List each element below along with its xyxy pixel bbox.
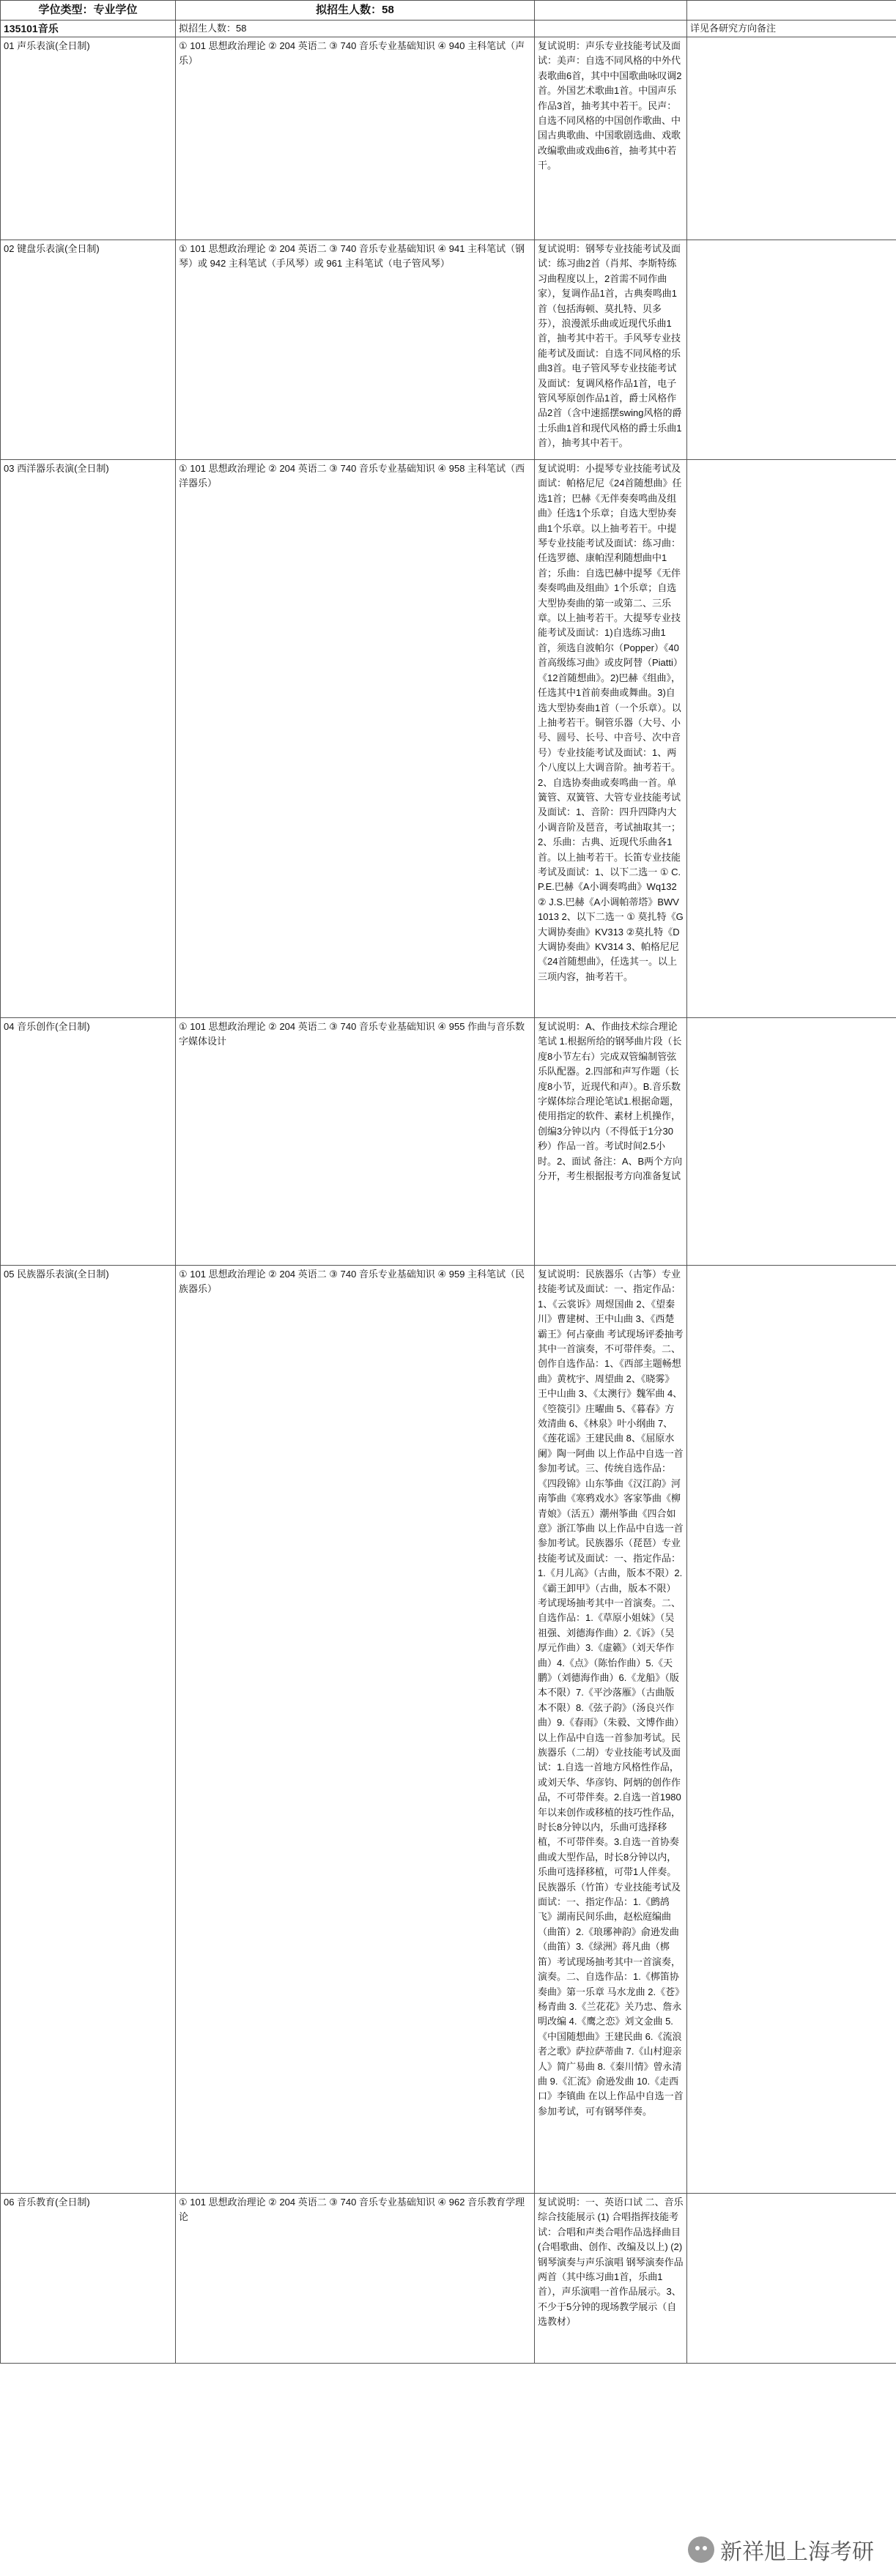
direction-row (1, 1266, 896, 2194)
row-note (687, 1018, 896, 1266)
retest-notes: 复试说明：声乐专业技能考试及面试：美声：自选不同风格的中外代表歌曲6首，其中中国歌曲咏叹调2首。外国艺术歌曲1首。中国声乐作品3首，抽考其中若干。民声：自选不同风格的中国创作歌曲、中国古典歌曲、中国歌剧选曲、戏歌改编歌曲或戏曲6首，抽考其中若干。 (535, 37, 687, 240)
row-note (687, 2194, 896, 2364)
program-planned: 拟招生人数：58 (176, 21, 535, 37)
direction-row (1, 37, 896, 240)
retest-notes: 复试说明：民族器乐（古筝）专业技能考试及面试：一、指定作品：1、《云裳诉》周煜国曲 2、《望秦川》曹建树、王中山曲 3、《西楚霸王》何占豪曲 考试现场评委抽考其中一首演奏，不可带伴奏。二、创作自选作品：1、《西部主题畅想曲》黄枕宇、周望曲 2、《晓雾》王中山曲 3、《太澳行》魏军曲 4、《箜篌引》庄曜曲 5、《暮春》方效清曲 6、《林泉》叶小纲曲 7、《莲花谣》王建民曲 8、《屈原水阑》陶一阿曲 以上作品中自选一首参加考试。三、传统自选作品：《四段锦》山东筝曲《汉江韵》河南筝曲《寒鸦戏水》客家筝曲《柳青娘》（活五）潮州筝曲《四合如意》浙江筝曲 以上作品中自选一首参加考试。民族器乐（琵琶）专业技能考试及面试：一、指定作品：1.《月儿高》（古曲，版本不限）2.《霸王卸甲》（古曲，版本不限）考试现场抽考其中一首演奏。二、自选作品：1.《草原小姐妹》（吴祖强、刘德海作曲）2.《诉》（吴厚元作曲）3.《虚籁》（刘天华作曲）4.《点》（陈怡作曲）5.《天鹏》（刘德海作曲）6.《龙船》（版本不限）7.《平沙落雁》（古曲版本不限）8.《弦子韵》（汤良兴作曲）9.《春雨》（朱毅、文博作曲）以上作品中自选一首参加考试。民族器乐（二胡）专业技能考试及面试：1.自选一首地方风格性作品，或刘天华、华彦钧、阿炳的创作作品，不可带伴奏。2.自选一首1980年以来创作或移植的技巧性作品，时长8分钟以内，乐曲可选择移植，不可带伴奏。3.自选一首协奏曲或大型作品，时长8分钟以内，乐曲可选择移植，可带1人伴奏。民族器乐（竹笛）专业技能考试及面试：一、指定作品：1.《鹧鸪飞》湖南民间乐曲，赵松庭编曲（曲笛）2.《琅琊神韵》俞逊发曲（曲笛）3.《绿洲》蒋凡曲（梆笛）考试现场抽考其中一首演奏，演奏。二、自选作品：1.《梆笛协奏曲》第一乐章 马水龙曲 2.《苍》杨青曲 3.《兰花花》关乃忠、詹永明改编 4.《鹰之恋》刘文金曲 5.《中国随想曲》王建民曲 6.《流浪者之歌》萨拉萨蒂曲 7.《山村迎亲人》简广易曲 8.《秦川情》曾永清曲 9.《汇流》俞逊发曲 10.《走西口》李镇曲 在以上作品中自选一首参加考试，可有钢琴伴奏。 (535, 1266, 687, 2194)
exam-line: ① 101 思想政治理论 ② 204 英语二 ③ 740 音乐专业基础知识 ④ 959 主科笔试（民族器乐） (179, 1269, 525, 1295)
exam-subjects (176, 37, 535, 240)
direction-name: 04 音乐创作(全日制) (1, 1018, 176, 1266)
retest-notes: 复试说明：一、英语口试 二、音乐综合技能展示 (1) 合唱指挥技能考试：合唱和声类合唱作品选择曲目 (合唱歌曲、创作、改编及以上) (2) 钢琴演奏与声乐演唱 钢琴演奏作品两首（其中练习曲1首，乐曲1首），声乐演唱一首作品展示。3、不少于5分钟的现场教学展示（自选教材） (535, 2194, 687, 2364)
exam-subjects (176, 2194, 535, 2364)
program-note: 详见各研究方向备注 (687, 21, 896, 37)
direction-name: 06 音乐教育(全日制) (1, 2194, 176, 2364)
row-note (687, 460, 896, 1018)
watermark-text: 新祥旭上海考研 (720, 2540, 874, 2564)
exam-line: ① 101 思想政治理论 ② 204 英语二 ③ 740 音乐专业基础知识 ④ 958 主科笔试（西洋器乐） (179, 463, 525, 489)
exam-subjects (176, 1018, 535, 1266)
watermark (688, 2534, 874, 2566)
direction-row (1, 460, 896, 1018)
row-note (687, 240, 896, 460)
exam-subjects (176, 460, 535, 1018)
exam-line: ① 101 思想政治理论 ② 204 英语二 ③ 740 音乐专业基础知识 ④ 941 主科笔试（钢琴）或 942 主科笔试（手风琴）或 961 主科笔试（电子管风琴） (179, 243, 525, 270)
planned-header: 拟招生人数：58 (176, 1, 535, 21)
direction-row (1, 240, 896, 460)
row-note (687, 1266, 896, 2194)
exam-line: ① 101 思想政治理论 ② 204 英语二 ③ 740 音乐专业基础知识 ④ 940 主科笔试（声乐） (179, 40, 525, 67)
row-note (687, 37, 896, 240)
program-code: 135101音乐 (1, 21, 176, 37)
degree-type-header: 学位类型：专业学位 (1, 1, 176, 21)
retest-notes: 复试说明：A、作曲技术综合理论笔试 1.根据所给的钢琴曲片段（长度8小节左右）完成双管编制管弦乐队配器。2.四部和声写作题（长度8小节，近现代和声）。B.音乐数字媒体综合理论笔试1.根据命题，使用指定的软件、素材上机操作，创编3分钟以内（不得低于1分30秒）作品一首。考试时间2.5小时。2、面试 备注：A、B两个方向分开，考生根据报考方向准备复试 (535, 1018, 687, 1266)
retest-notes: 复试说明：小提琴专业技能考试及面试：帕格尼尼《24首随想曲》任选1首；巴赫《无伴奏奏鸣曲及组曲》任选1个乐章；自选大型协奏曲1个乐章。以上抽考若干。中提琴专业技能考试及面试：练习曲：任选罗德、康帕涅利随想曲中1首；乐曲：自选巴赫中提琴《无伴奏奏鸣曲及组曲》1个乐章；自选大型协奏曲的第一或第二、三乐章。以上抽考若干。大提琴专业技能考试及面试：1)自选练习曲1首，须选自波帕尔（Popper）《40首高级练习曲》或皮阿替（Piatti）《12首随想曲》。2)巴赫《组曲》，任选其中1首前奏曲或舞曲。3)自选大型协奏曲1首（一个乐章）。以上抽考若干。铜管乐器（大号、小号、圆号、长号、中音号、次中音号）专业技能考试及面试：1、两个八度以上大调音阶。抽考若干。2、自选协奏曲或奏鸣曲一首。单簧管、双簧管、大管专业技能考试及面试：1、音阶：四升四降内大小调音阶及琶音，考试抽取其一；2、乐曲：古典、近现代乐曲各1首。以上抽考若干。长笛专业技能考试及面试：1、以下二选一 ① C.P.E.巴赫《A小调奏鸣曲》Wq132 ② J.S.巴赫《A小调帕蒂塔》BWV 1013 2、以下二选一 ① 莫扎特《G大调协奏曲》KV313 ②莫扎特《D大调协奏曲》KV314 3、帕格尼尼《24首随想曲》，任选其一。以上三项内容，抽考若干。 (535, 460, 687, 1018)
exam-subjects (176, 1266, 535, 2194)
wechat-icon (688, 2536, 714, 2563)
direction-name: 03 西洋器乐表演(全日制) (1, 460, 176, 1018)
direction-row (1, 2194, 896, 2364)
header-col3 (535, 1, 687, 21)
direction-name: 05 民族器乐表演(全日制) (1, 1266, 176, 2194)
direction-row (1, 1018, 896, 1266)
retest-notes: 复试说明：钢琴专业技能考试及面试：练习曲2首（肖邦、李斯特练习曲程度以上，2首需不同作曲家），复调作品1首，古典奏鸣曲1首（包括海顿、莫扎特、贝多芬），浪漫派乐曲或近现代乐曲1首，抽考其中若干。手风琴专业技能考试及面试：自选不同风格的乐曲3首。电子管风琴专业技能考试及面试：复调风格作品1首，电子管风琴原创作品1首，爵士风格作品2首（含中速摇摆swing风格的爵士乐曲1首和现代风格的爵士乐曲1首），抽考其中若干。 (535, 240, 687, 460)
direction-name: 01 声乐表演(全日制) (1, 37, 176, 240)
exam-line: ① 101 思想政治理论 ② 204 英语二 ③ 740 音乐专业基础知识 ④ 962 音乐教育学理论 (179, 2197, 525, 2223)
exam-line: ① 101 思想政治理论 ② 204 英语二 ③ 740 音乐专业基础知识 ④ 955 作曲与音乐数字媒体设计 (179, 1021, 525, 1047)
program-col3 (535, 21, 687, 37)
direction-rows (1, 37, 896, 2364)
header-row (1, 1, 896, 21)
direction-name: 02 键盘乐表演(全日制) (1, 240, 176, 460)
header-col4 (687, 1, 896, 21)
program-summary-row (1, 21, 896, 37)
exam-subjects (176, 240, 535, 460)
